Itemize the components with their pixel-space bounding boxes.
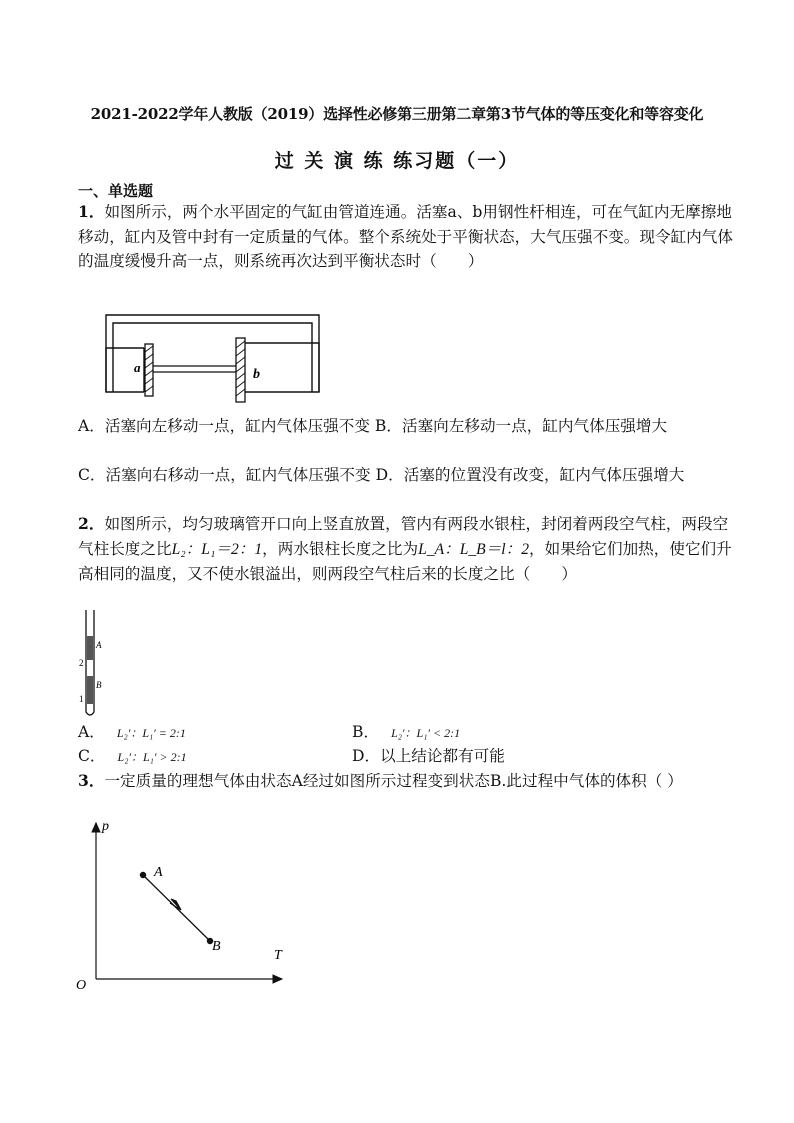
label-a: a [134,360,141,375]
label-b: b [253,367,260,382]
question-3 [78,769,742,794]
q2-option-d[interactable]: D．以上结论都有可能 [352,747,505,765]
option-c-formula: L₂′：L₁′ > 2:1 [117,750,187,764]
state-A-point [140,872,146,878]
option-d[interactable]: D．活塞的位置没有改变，缸内气体压强增大 [375,466,685,484]
question-number: 1． [78,202,105,221]
T-axis-label: T [274,948,282,963]
process-line [143,875,210,941]
direction-arrow [170,899,181,910]
question-number: 3． [78,771,105,790]
worksheet-subtitle: 过 关 演 练 练习题（一） [274,150,520,172]
q2-option-a[interactable] [78,720,186,745]
option-c[interactable]: C．活塞向右移动一点，缸内气体压强不变 [78,466,371,484]
option-letter: A． [78,723,105,741]
label-B: B [96,680,102,690]
piston-a [145,344,153,396]
question-2-text: ，两水银柱长度之比为 [262,539,419,558]
question-1-text: 如图所示，两个水平固定的气缸由管道连通。活塞a、b用钢性杆相连，可在气缸内无摩擦地移动，缸内及管中封有一定质量的气体。整个系统处于平衡状态，大气压强不变。现令缸内气体的温度缓慢升高一点，则系统再次达到平衡状态时（ ） [78,203,733,270]
p-axis-label: p [102,819,109,834]
label-1: 1 [79,694,84,704]
state-A-label: A [154,865,163,880]
question-1-options-cd [78,463,742,488]
mercury-ratio: L_A：L_B＝l：2 [418,540,530,558]
mercury-column-a [87,636,93,660]
option-b-formula: L₂′：L₁′ < 2:1 [391,726,461,740]
question-1 [78,200,742,274]
section-heading: 一、单选题 [78,182,154,200]
mercury-column-b [87,676,93,704]
option-a[interactable]: A．活塞向左移动一点，缸内气体压强不变 [78,417,370,435]
question-3-text: 一定质量的理想气体由状态A经过如图所示过程变到状态B.此过程中气体的体积（ ） [104,772,683,790]
option-letter: B． [352,723,380,741]
question-number: 2． [78,514,105,533]
option-letter: C． [78,747,106,765]
state-B-label: B [212,939,221,954]
question-1-options-ab [78,414,742,439]
document-title: 2021-2022学年人教版（2019）选择性必修第三册第二章第3节气体的等压变化和等容变化 [90,105,704,123]
origin-label: O [76,978,87,993]
cylinders-diagram [86,308,326,408]
q2-option-c[interactable] [78,744,187,769]
question-2 [78,512,742,587]
option-b[interactable]: B．活塞向左移动一点，缸内气体压强增大 [374,417,668,435]
p-T-graph [70,815,290,995]
glass-tube-diagram [72,608,112,720]
option-a-formula: L₂′：L₁′ = 2:1 [116,726,186,740]
question-2-text: ，如果给它们加热，使它们升高相同的温度，又不使水银溢出，则两段空气柱后来的长度之比（ ） [78,539,732,583]
question-2-text: 如图所示，均匀玻璃管开口向上竖直放置，管内有两段水银柱，封闭着两段空气柱，两段空气柱长度之比 [78,515,729,558]
label-A: A [96,640,102,650]
q2-option-b[interactable] [352,720,460,745]
label-2: 2 [79,658,84,668]
air-ratio: L₂：L₁＝2：1 [171,540,263,558]
